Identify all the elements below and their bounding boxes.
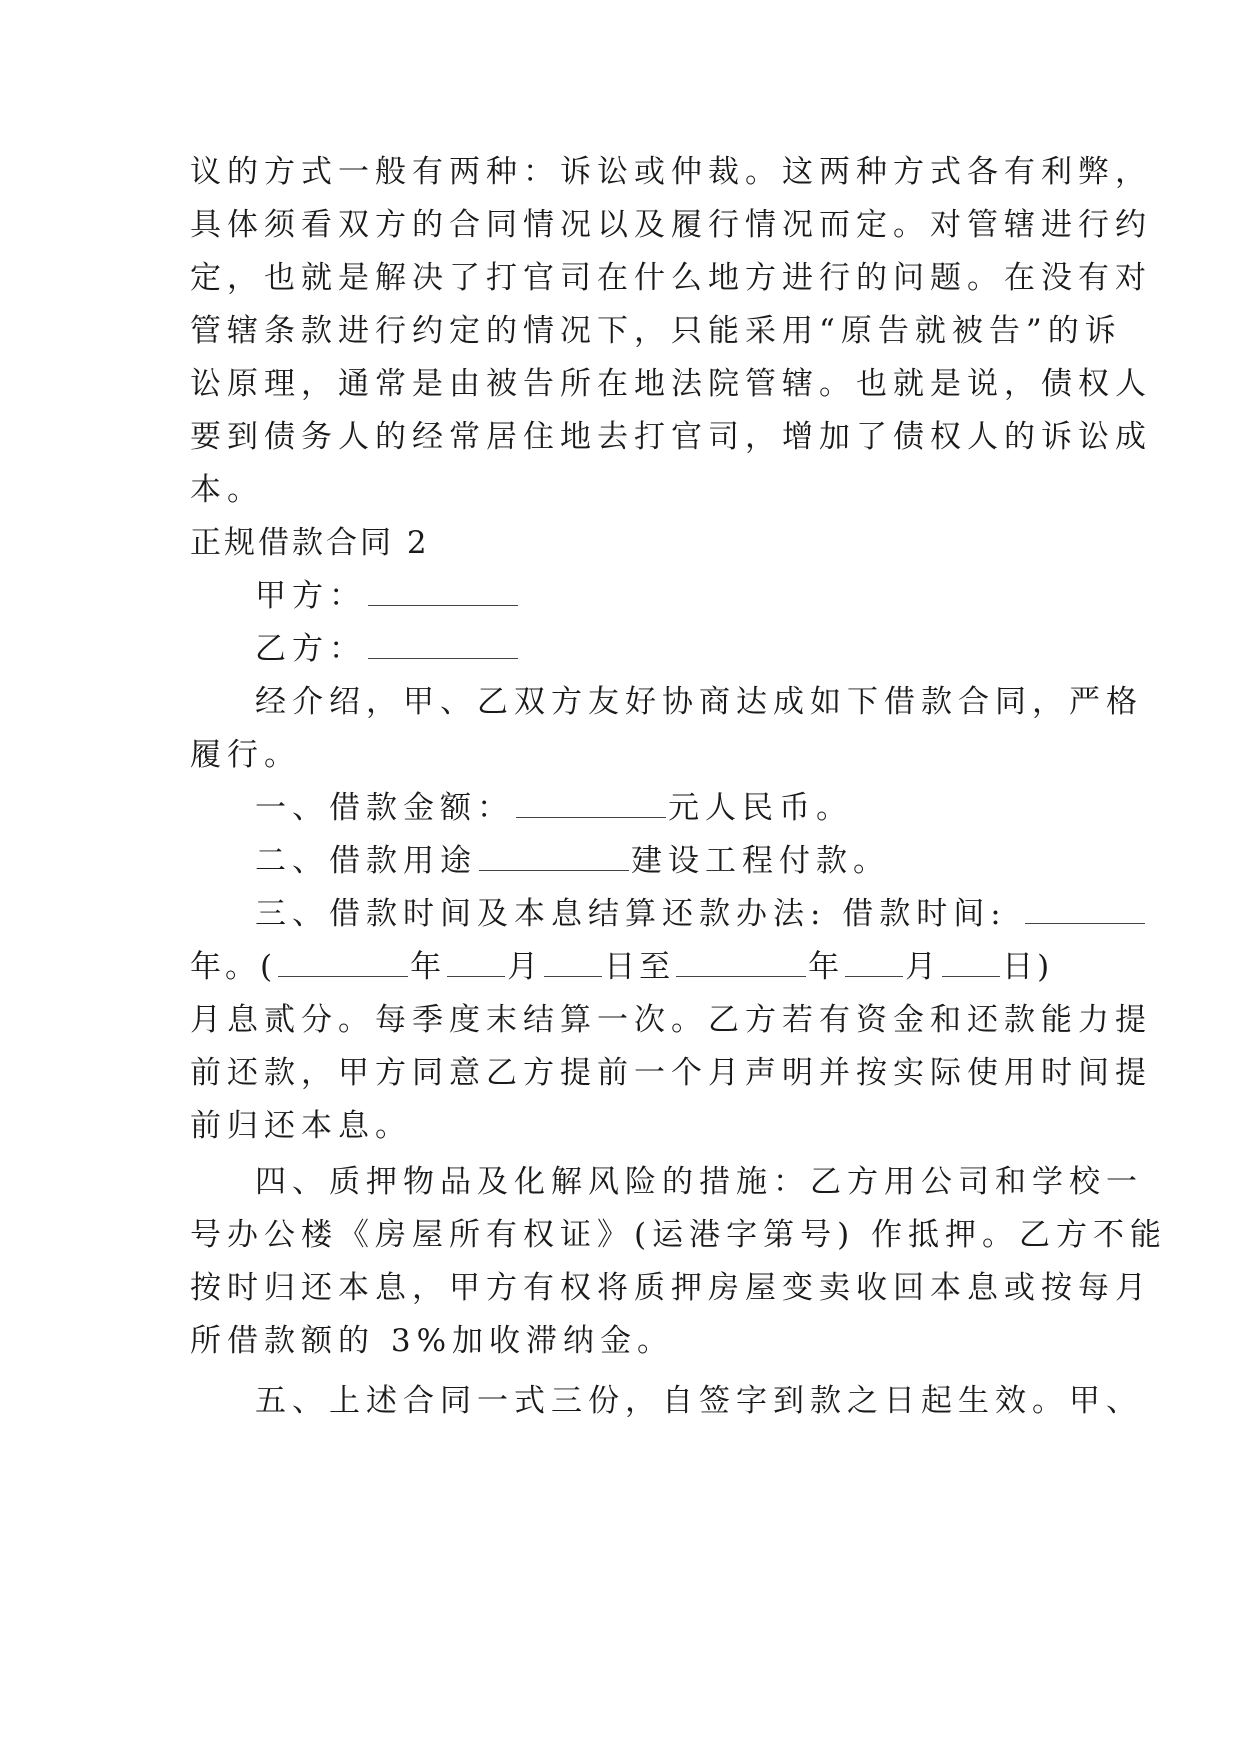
clause-3-line-2 bbox=[190, 945, 1053, 989]
clause-3-line-4: 前还款，甲方同意乙方提前一个月声明并按实际使用时间提 bbox=[190, 1055, 1152, 1091]
end-day-blank bbox=[942, 948, 1000, 977]
clause-3-text: 三、借款时间及本息结算还款办法: 借款时间: bbox=[255, 896, 1007, 932]
intro-line-7: 本。 bbox=[190, 472, 264, 508]
party-a-label: 甲方： bbox=[255, 578, 366, 614]
preamble-line-2: 履行。 bbox=[190, 737, 301, 773]
loan-amount-blank bbox=[516, 789, 666, 818]
intro-line-3: 定，也就是解决了打官司在什么地方进行的问题。在没有对 bbox=[190, 260, 1152, 296]
year-open: 年。( bbox=[190, 949, 277, 985]
party-b-blank bbox=[368, 630, 518, 659]
preamble-line-1: 经介绍，甲、乙双方友好协商达成如下借款合同，严格 bbox=[255, 684, 1143, 720]
year-label: 年 bbox=[410, 949, 446, 985]
day-close-label: 日) bbox=[1002, 949, 1054, 985]
loan-time-blank bbox=[1025, 895, 1145, 924]
clause-1-suffix: 元人民币。 bbox=[668, 790, 853, 826]
loan-purpose-blank bbox=[479, 842, 629, 871]
party-a-blank bbox=[368, 577, 518, 606]
day-to-label: 日至 bbox=[604, 949, 675, 985]
clause-3-line-1 bbox=[255, 892, 1147, 936]
year-label-2: 年 bbox=[808, 949, 844, 985]
clause-2-suffix: 建设工程付款。 bbox=[631, 843, 890, 879]
party-b-label: 乙方： bbox=[255, 631, 366, 667]
intro-line-6: 要到债务人的经常居住地去打官司，增加了债权人的诉讼成 bbox=[190, 419, 1152, 455]
clause-4-line-3: 按时归还本息，甲方有权将质押房屋变卖收回本息或按每月 bbox=[190, 1270, 1152, 1306]
clause-2 bbox=[255, 839, 890, 883]
end-month-blank bbox=[845, 948, 903, 977]
intro-line-5: 讼原理，通常是由被告所在地法院管辖。也就是说，债权人 bbox=[190, 366, 1152, 402]
month-label-2: 月 bbox=[905, 949, 941, 985]
start-day-blank bbox=[544, 948, 602, 977]
party-a-line bbox=[255, 574, 520, 618]
clause-1 bbox=[255, 786, 853, 830]
clause-5-line-1: 五、上述合同一式三份，自签字到款之日起生效。甲、 bbox=[255, 1383, 1143, 1419]
clause-4-line-4: 所借款额的 3%加收滞纳金。 bbox=[190, 1323, 675, 1359]
clause-2-prefix: 二、借款用途 bbox=[255, 843, 477, 879]
start-year-blank bbox=[278, 948, 408, 977]
intro-line-4: 管辖条款进行约定的情况下，只能采用“原告就被告”的诉 bbox=[190, 313, 1122, 349]
clause-3-line-3: 月息贰分。每季度末结算一次。乙方若有资金和还款能力提 bbox=[190, 1002, 1152, 1038]
intro-line-2: 具体须看双方的合同情况以及履行情况而定。对管辖进行约 bbox=[190, 207, 1152, 243]
end-year-blank bbox=[676, 948, 806, 977]
start-month-blank bbox=[447, 948, 505, 977]
clause-4-line-1: 四、质押物品及化解风险的措施：乙方用公司和学校一 bbox=[255, 1164, 1143, 1200]
clause-3-line-5: 前归还本息。 bbox=[190, 1108, 412, 1144]
clause-1-prefix: 一、借款金额： bbox=[255, 790, 514, 826]
month-label: 月 bbox=[507, 949, 543, 985]
clause-4-line-2: 号办公楼《房屋所有权证》(运港字第号) 作抵押。乙方不能 bbox=[190, 1217, 1168, 1253]
intro-line-1: 议的方式一般有两种：诉讼或仲裁。这两种方式各有利弊， bbox=[190, 154, 1152, 190]
party-b-line bbox=[255, 627, 520, 671]
section-title: 正规借款合同 2 bbox=[190, 525, 430, 561]
